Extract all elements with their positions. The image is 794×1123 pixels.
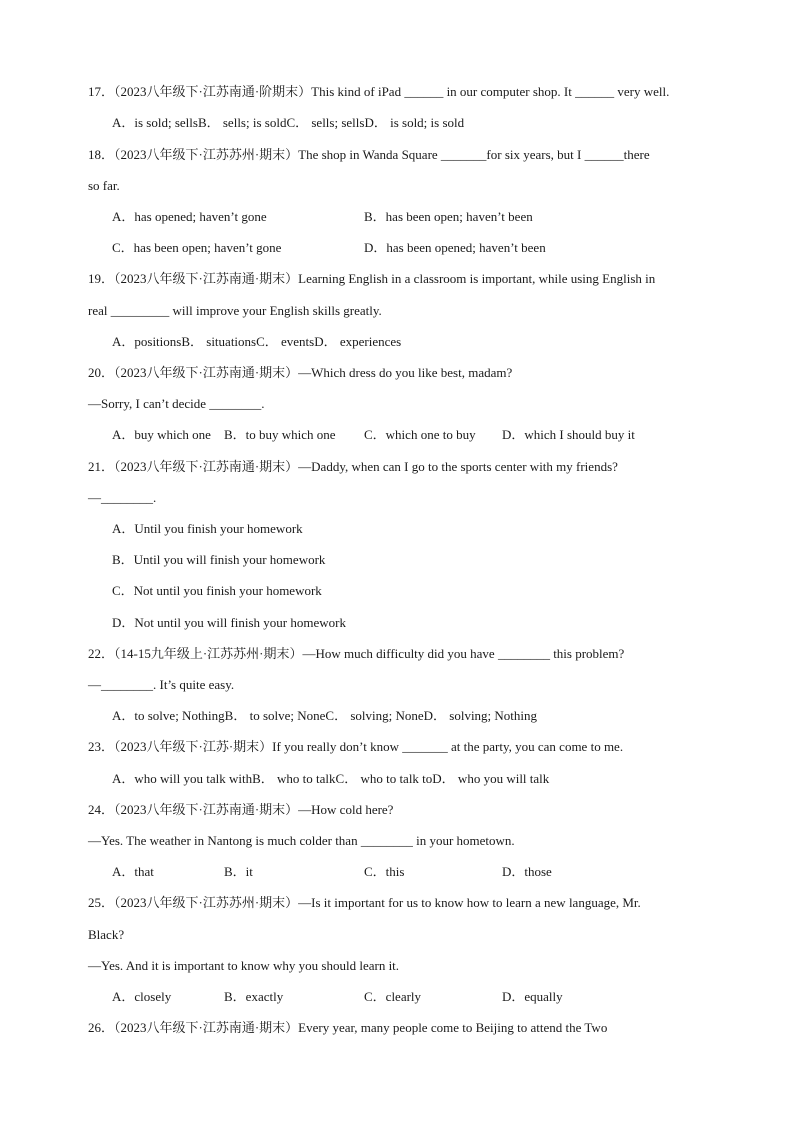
question-25-options <box>112 989 714 1005</box>
question-22-options: A．to solve; NothingB． to solve; NoneC． solving; NoneD． solving; Nothing <box>112 708 538 723</box>
question-20-option-c: C．which one to buy <box>364 427 476 442</box>
question-21-stem-cont: —________. <box>88 490 157 505</box>
question-24-option-c: C．this <box>364 864 405 879</box>
question-25-stem: 25．（2023八年级下·江苏苏州·期末）—Is it important for us to know how to learn a new language, Mr. <box>88 895 641 910</box>
question-25-option-b: B．exactly <box>224 989 284 1004</box>
question-25-stem-cont-2: —Yes. And it is important to know why you should learn it. <box>88 958 400 973</box>
question-18-option-a: A．has opened; haven’t gone <box>112 209 267 224</box>
question-17-stem: 17．（2023八年级下·江苏南通·阶期末）This kind of iPad ______ in our computer shop. It ______ very well. <box>88 84 670 99</box>
question-23-stem: 23．（2023八年级下·江苏·期末）If you really don’t know _______ at the party, you can come to me. <box>88 739 624 754</box>
question-19-stem-cont: real _________ will improve your English skills greatly. <box>88 303 382 318</box>
question-20-options <box>112 427 714 443</box>
question-17-options: A．is sold; sellsB． sells; is soldC． sells; sellsD． is sold; is sold <box>112 115 465 130</box>
question-18-stem: 18．（2023八年级下·江苏苏州·期末）The shop in Wanda Square _______for six years, but I ______there <box>88 147 650 162</box>
question-23-options: A．who will you talk withB． who to talkC． who to talk toD． who you will talk <box>112 771 550 786</box>
question-25-option-a: A．closely <box>112 989 172 1004</box>
question-18-option-c: C．has been open; haven’t gone <box>112 240 282 255</box>
question-25-stem-cont: Black? <box>88 927 125 942</box>
question-21-option-b: B．Until you will finish your homework <box>112 552 326 567</box>
question-26-stem: 26．（2023八年级下·江苏南通·期末）Every year, many people come to Beijing to attend the Two <box>88 1020 608 1035</box>
question-25-option-c: C．clearly <box>364 989 422 1004</box>
question-21-option-c: C．Not until you finish your homework <box>112 583 322 598</box>
question-24-stem: 24．（2023八年级下·江苏南通·期末）—How cold here? <box>88 802 394 817</box>
question-21-option-a: A．Until you finish your homework <box>112 521 303 536</box>
question-21-option-d: D．Not until you will finish your homework <box>112 615 346 630</box>
question-21-stem: 21．（2023八年级下·江苏南通·期末）—Daddy, when can I go to the sports center with my friends? <box>88 459 618 474</box>
question-24-options <box>112 864 714 880</box>
question-20-option-d: D．which I should buy it <box>502 427 635 442</box>
question-19-options: A．positionsB． situationsC． eventsD． experiences <box>112 334 402 349</box>
question-19-stem: 19．（2023八年级下·江苏南通·期末）Learning English in a classroom is important, while using English in <box>88 271 656 286</box>
question-18-options-row-1 <box>112 209 714 225</box>
question-25-option-d: D．equally <box>502 989 563 1004</box>
question-22-stem: 22．（14-15九年级上·江苏苏州·期末）—How much difficulty did you have ________ this problem? <box>88 646 625 661</box>
question-24-option-a: A．that <box>112 864 154 879</box>
question-20-stem-cont: —Sorry, I can’t decide ________. <box>88 396 265 411</box>
question-18-option-b: B．has been open; haven’t been <box>364 209 533 224</box>
question-20-stem: 20．（2023八年级下·江苏南通·期末）—Which dress do you like best, madam? <box>88 365 513 380</box>
question-24-option-b: B．it <box>224 864 253 879</box>
question-18-options-row-2 <box>112 240 714 256</box>
question-22-stem-cont: —________. It’s quite easy. <box>88 677 235 692</box>
question-24-stem-cont: —Yes. The weather in Nantong is much colder than ________ in your hometown. <box>88 833 515 848</box>
question-20-option-b: B．to buy which one <box>224 427 336 442</box>
question-24-option-d: D．those <box>502 864 552 879</box>
question-18-option-d: D．has been opened; haven’t been <box>364 240 546 255</box>
question-18-stem-cont: so far. <box>88 178 120 193</box>
question-20-option-a: A．buy which one <box>112 427 211 442</box>
